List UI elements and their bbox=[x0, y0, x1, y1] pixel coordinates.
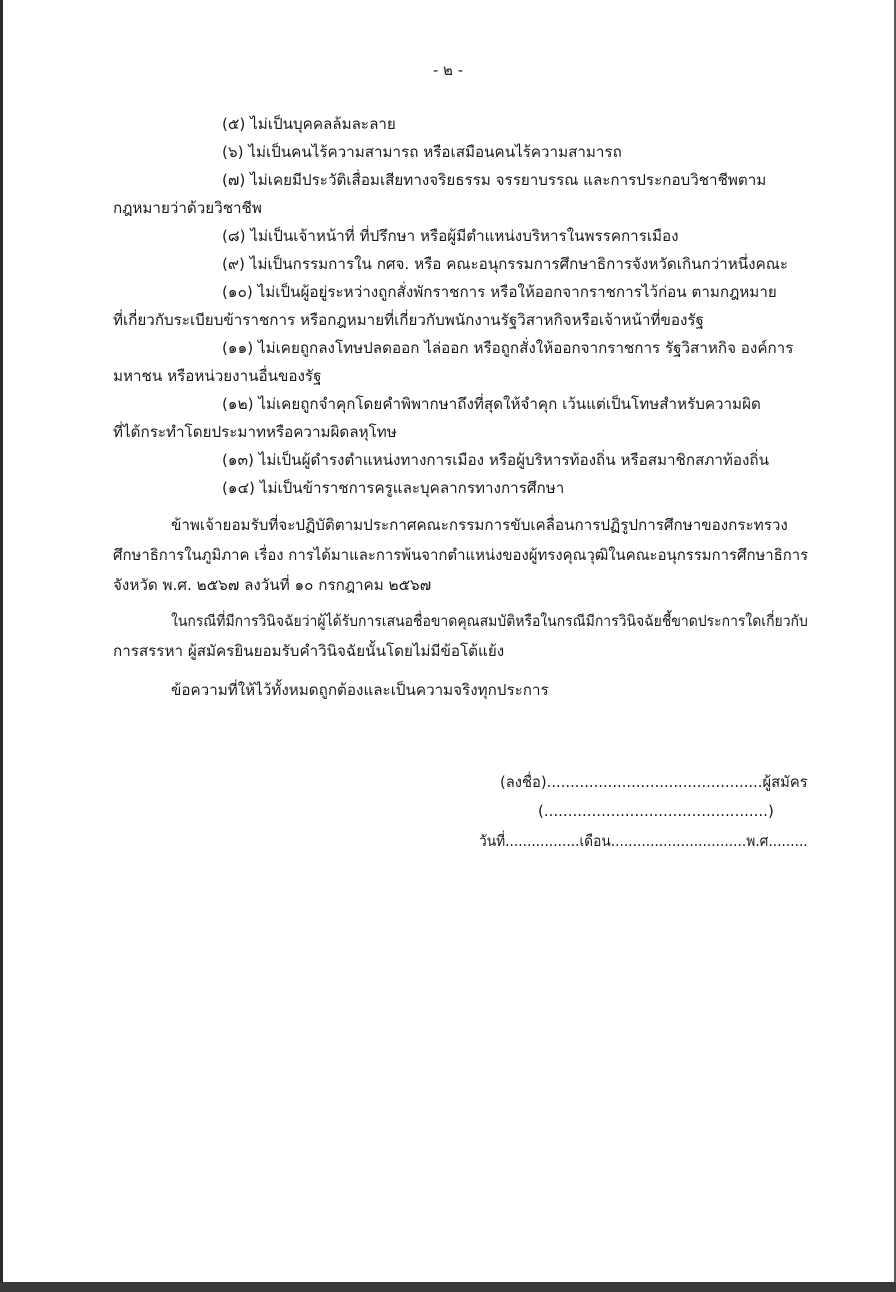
item-14: (๑๔) ไม่เป็นข้าราชการครูและบุคลากรทางการศึกษา bbox=[222, 479, 565, 497]
acceptance-paragraph-line-3: จังหวัด พ.ศ. ๒๕๖๗ ลงวันที่ ๑๐ กรกฎาคม ๒๕๖๗ bbox=[113, 576, 432, 594]
acceptance-paragraph-line-1: ข้าพเจ้ายอมรับที่จะปฏิบัติตามประกาศคณะกรรมการขับเคลื่อนการปฏิรูปการศึกษาของกระทรวง bbox=[171, 516, 788, 534]
certification-statement: ข้อความที่ให้ไว้ทั้งหมดถูกต้องและเป็นความจริงทุกประการ bbox=[171, 681, 549, 699]
acceptance-paragraph-line-2: ศึกษาธิการในภูมิภาค เรื่อง การได้มาและการพ้นจากตำแหน่งของผู้ทรงคุณวุฒิในคณะอนุกรรมการศึกษาธิการ bbox=[113, 546, 809, 564]
item-10: (๑๐) ไม่เป็นผู้อยู่ระหว่างถูกสั่งพักราชการ หรือให้ออกจากราชการไว้ก่อน ตามกฎหมาย bbox=[222, 283, 777, 301]
page-border-bottom bbox=[0, 1282, 896, 1292]
item-11-continued: มหาชน หรือหน่วยงานอื่นของรัฐ bbox=[113, 367, 322, 385]
printed-name-line: (...............................................) bbox=[538, 802, 774, 820]
item-10-continued: ที่เกี่ยวกับระเบียบข้าราชการ หรือกฎหมายที่เกี่ยวกับพนักงานรัฐวิสาหกิจหรือเจ้าหน้าที่ของรัฐ bbox=[113, 311, 704, 329]
page-number: - ๒ - bbox=[432, 61, 464, 79]
item-5: (๕) ไม่เป็นบุคคลล้มละลาย bbox=[222, 115, 396, 133]
item-12: (๑๒) ไม่เคยถูกจำคุกโดยคำพิพากษาถึงที่สุดให้จำคุก เว้นแต่เป็นโทษสำหรับความผิด bbox=[222, 395, 761, 413]
item-11: (๑๑) ไม่เคยถูกลงโทษปลดออก ไล่ออก หรือถูกสั่งให้ออกจากราชการ รัฐวิสาหกิจ องค์การ bbox=[222, 339, 794, 357]
date-line: วันที่.................เดือน...............................พ.ศ......... bbox=[479, 832, 808, 850]
signature-line: (ลงชื่อ)..............................................ผู้สมัคร bbox=[500, 773, 808, 791]
item-7: (๗) ไม่เคยมีประวัติเสื่อมเสียทางจริยธรรม จรรยาบรรณ และการประกอบวิชาชีพตาม bbox=[222, 171, 767, 189]
item-9: (๙) ไม่เป็นกรรมการใน กศจ. หรือ คณะอนุกรรมการศึกษาธิการจังหวัดเกินกว่าหนึ่งคณะ bbox=[222, 255, 788, 273]
item-8: (๘) ไม่เป็นเจ้าหน้าที่ ที่ปรึกษา หรือผู้มีตำแหน่งบริหารในพรรคการเมือง bbox=[222, 227, 679, 245]
ruling-paragraph-line-1: ในกรณีที่มีการวินิจฉัยว่าผู้ได้รับการเสนอชื่อขาดคุณสมบัติหรือในกรณีมีการวินิจฉัยชี้ขาดประการใดเกี่ยวกับ bbox=[171, 612, 808, 630]
item-6: (๖) ไม่เป็นคนไร้ความสามารถ หรือเสมือนคนไร้ความสามารถ bbox=[222, 143, 622, 161]
ruling-paragraph-line-2: การสรรหา ผู้สมัครยินยอมรับคำวินิจฉัยนั้นโดยไม่มีข้อโต้แย้ง bbox=[113, 642, 505, 660]
item-13: (๑๓) ไม่เป็นผู้ดำรงตำแหน่งทางการเมือง หรือผู้บริหารท้องถิ่น หรือสมาชิกสภาท้องถิ่น bbox=[222, 451, 769, 469]
item-7-continued: กฎหมายว่าด้วยวิชาชีพ bbox=[113, 199, 262, 217]
item-12-continued: ที่ได้กระทำโดยประมาทหรือความผิดลหุโทษ bbox=[113, 423, 397, 441]
